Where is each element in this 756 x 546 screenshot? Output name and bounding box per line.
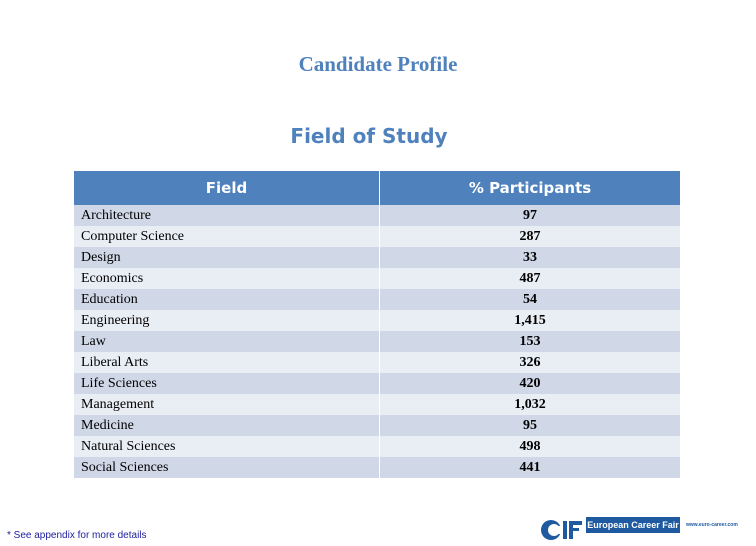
ecf-logo-icon	[540, 515, 584, 545]
field-cell: Engineering	[74, 310, 380, 331]
table-row	[74, 310, 680, 331]
table-row	[74, 352, 680, 373]
participants-cell: 487	[380, 268, 681, 289]
table-row	[74, 436, 680, 457]
table-row	[74, 457, 680, 478]
european-career-fair-logo	[540, 513, 738, 546]
field-cell: Computer Science	[74, 226, 380, 247]
field-cell: Social Sciences	[74, 457, 380, 478]
logo-url: www.euro-career.com	[686, 522, 738, 528]
field-cell: Natural Sciences	[74, 436, 380, 457]
table-row	[74, 226, 680, 247]
field-cell: Architecture	[74, 205, 380, 226]
participants-cell: 441	[380, 457, 681, 478]
field-cell: Economics	[74, 268, 380, 289]
table-row	[74, 247, 680, 268]
table-row	[74, 289, 680, 310]
participants-cell: 287	[380, 226, 681, 247]
field-cell: Liberal Arts	[74, 352, 380, 373]
participants-cell: 498	[380, 436, 681, 457]
participants-cell: 1,415	[380, 310, 681, 331]
column-header-participants: % Participants	[380, 171, 681, 205]
participants-cell: 1,032	[380, 394, 681, 415]
logo-text: European Career Fair	[586, 517, 680, 533]
participants-cell: 97	[380, 205, 681, 226]
page-subtitle: Field of Study	[290, 124, 448, 148]
participants-cell: 95	[380, 415, 681, 436]
field-cell: Life Sciences	[74, 373, 380, 394]
field-cell: Medicine	[74, 415, 380, 436]
field-cell: Design	[74, 247, 380, 268]
column-header-field: Field	[74, 171, 380, 205]
table-row	[74, 205, 680, 226]
field-cell: Law	[74, 331, 380, 352]
table-row	[74, 373, 680, 394]
participants-cell: 153	[380, 331, 681, 352]
footnote: * See appendix for more details	[7, 530, 147, 541]
page-title: Candidate Profile	[298, 52, 458, 76]
participants-cell: 420	[380, 373, 681, 394]
participants-cell: 326	[380, 352, 681, 373]
table-row	[74, 394, 680, 415]
field-cell: Education	[74, 289, 380, 310]
participants-cell: 54	[380, 289, 681, 310]
field-of-study-table	[74, 171, 680, 478]
field-cell: Management	[74, 394, 380, 415]
participants-cell: 33	[380, 247, 681, 268]
table-header-row	[74, 171, 680, 205]
table-row	[74, 268, 680, 289]
table-row	[74, 415, 680, 436]
table-row	[74, 331, 680, 352]
